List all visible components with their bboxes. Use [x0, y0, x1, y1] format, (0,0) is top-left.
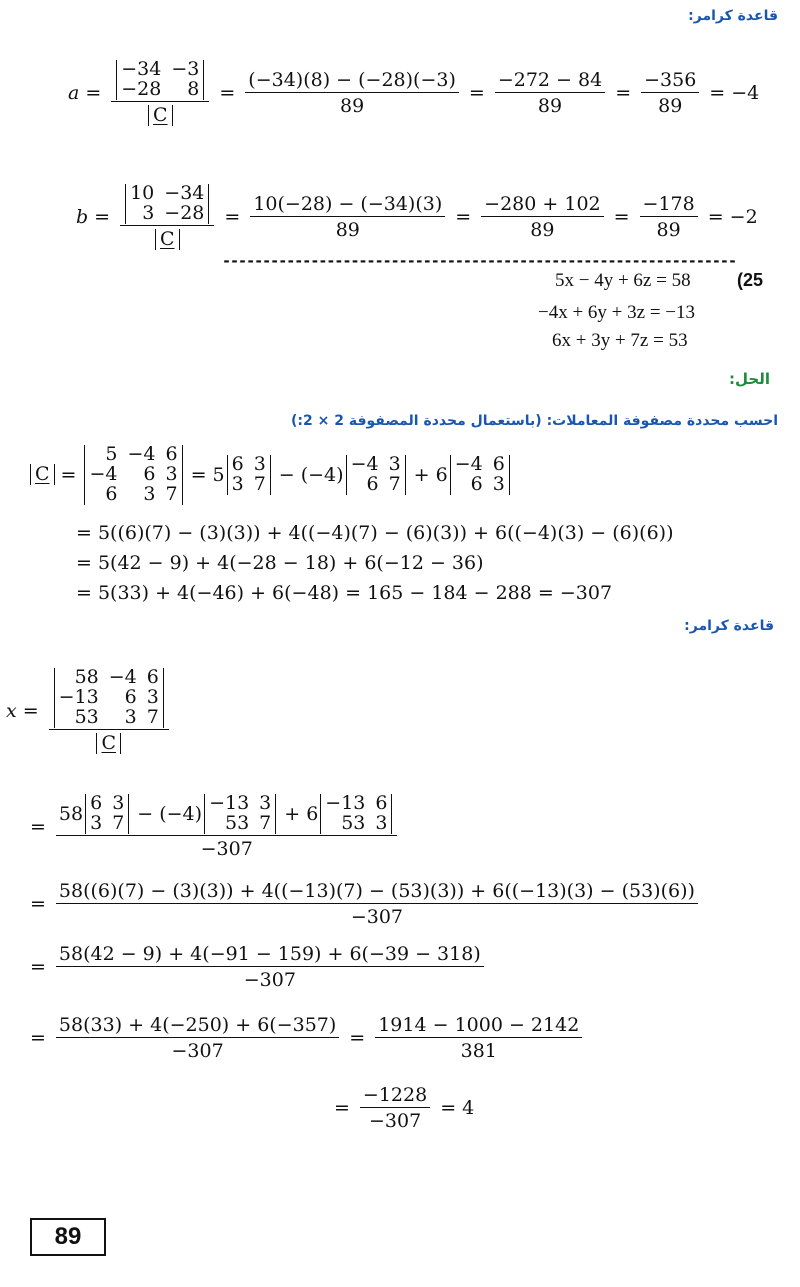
x-step-1: = 58 6 3 3 7 − (−4) −13 3 53 7 + 6 −13 6 53 3 −307 [30, 794, 401, 860]
det-c-line4: = 5(33) + 4(−46) + 6(−48) = 165 − 184 − 288 = −307 [76, 582, 613, 604]
x-step-4: = $\frac{58(33) + 4(-250) + 6(-357)}{-307}$ = $\frac{1914 - 1000 - 2142}{381}$ [30, 1014, 586, 1062]
det-c-expansion: C = 5 −4 6 −4 6 3 6 3 7 = 5 6 3 3 7 − (−4) −4 3 6 7 + 6 −4 6 6 3 [30, 445, 512, 505]
equation-a: a = −34 −3 −28 8 C = $\frac{(-34)(8) - (-28)(-3)}{89}$ = $\frac{-272 - 84}{89}$ = $\frac{-356}{89}$ = −4 [68, 58, 760, 126]
det-c-line3: = 5(42 − 9) + 4(−28 − 18) + 6(−12 − 36) [76, 552, 484, 574]
dashed-separator: ---------------------------------------------------------------- [222, 252, 736, 270]
result-a: −4 [731, 81, 760, 104]
cramer-rule-heading: قاعدة كرامر: [688, 8, 778, 24]
x-minor-1: 6 3 3 7 [85, 794, 129, 834]
determinant-b: 10 −34 3 −28 [125, 184, 209, 224]
result-b: −2 [729, 205, 758, 228]
instruction-paren: (باستعمال محددة المصفوفة 2 × 2:) [290, 413, 542, 429]
matrix-c: 5 −4 6 −4 6 3 6 3 7 [84, 445, 182, 505]
det-c-label: C [30, 464, 55, 485]
page-number: 89 [30, 1218, 106, 1256]
fraction-b-step1: $\frac{10(-28) - (-34)(3)}{89}$ [250, 193, 445, 241]
determinant-instruction [291, 413, 778, 429]
fraction-a-step1: $\frac{(-34)(8) - (-28)(-3)}{89}$ [245, 69, 459, 117]
fraction-a-cramer: −34 −3 −28 8 C [111, 60, 209, 126]
variable-a: a [68, 81, 80, 104]
fraction-x-cramer: 58 −4 6 −13 6 3 53 3 7 C [49, 668, 169, 754]
minor-1: 6 3 3 7 [227, 455, 271, 495]
equation-b: b = 10 −34 3 −28 C = $\frac{10(-28) - (-34)(3)}{89}$ = $\frac{-280 + 102}{89}$ = $\frac{-178}{89}$ = −2 [76, 182, 758, 250]
variable-x: x [6, 699, 17, 722]
equation-x: x = 58 −4 6 −13 6 3 53 3 7 C [6, 668, 173, 754]
det-c-line2: = 5((6)(7) − (3)(3)) + 4((−4)(7) − (6)(3)) + 6((−4)(3) − (6)(6)) [76, 522, 674, 544]
fraction-a-step3: $\frac{-356}{89}$ [641, 69, 699, 117]
problem-number: (25 [737, 270, 764, 290]
x-step-2: = 58((6)(7) − (3)(3)) + 4((−13)(7) − (53)(3)) + 6((−13)(3) − (53)(6)) −307 [30, 880, 702, 928]
system-eq-3: 6x + 3y + 7z = 53 [552, 330, 688, 351]
instruction-main: احسب محددة مصفوفة المعاملات: [546, 413, 778, 429]
variable-b: b [76, 205, 89, 228]
x-minor-3: −13 6 53 3 [320, 794, 392, 834]
x-minor-2: −13 3 53 7 [204, 794, 276, 834]
fraction-b-step3: $\frac{-178}{89}$ [640, 193, 698, 241]
fraction-a-step2: $\frac{-272 - 84}{89}$ [495, 69, 605, 117]
system-eq-2: −4x + 6y + 3z = −13 [538, 302, 696, 323]
result-x: 4 [462, 1097, 475, 1119]
x-step-5: = $\frac{-1228}{-307}$ = 4 [334, 1084, 475, 1132]
x-step-3: = $\frac{58(42 - 9) + 4(-91 - 159) + 6(-39 - 318)}{-307}$ [30, 943, 488, 991]
minor-2: −4 3 6 7 [346, 455, 406, 495]
determinant-a: −34 −3 −28 8 [116, 60, 204, 100]
determinant-x: 58 −4 6 −13 6 3 53 3 7 [54, 668, 164, 728]
minor-3: −4 6 6 3 [450, 455, 510, 495]
system-eq-1: 5x − 4y + 6z = 58 [555, 270, 691, 291]
fraction-b-cramer: 10 −34 3 −28 C [120, 184, 214, 250]
fraction-b-step2: $\frac{-280 + 102}{89}$ [481, 193, 603, 241]
solution-heading: الحل: [729, 370, 770, 388]
cramer-rule-heading-2: قاعدة كرامر: [684, 618, 774, 634]
